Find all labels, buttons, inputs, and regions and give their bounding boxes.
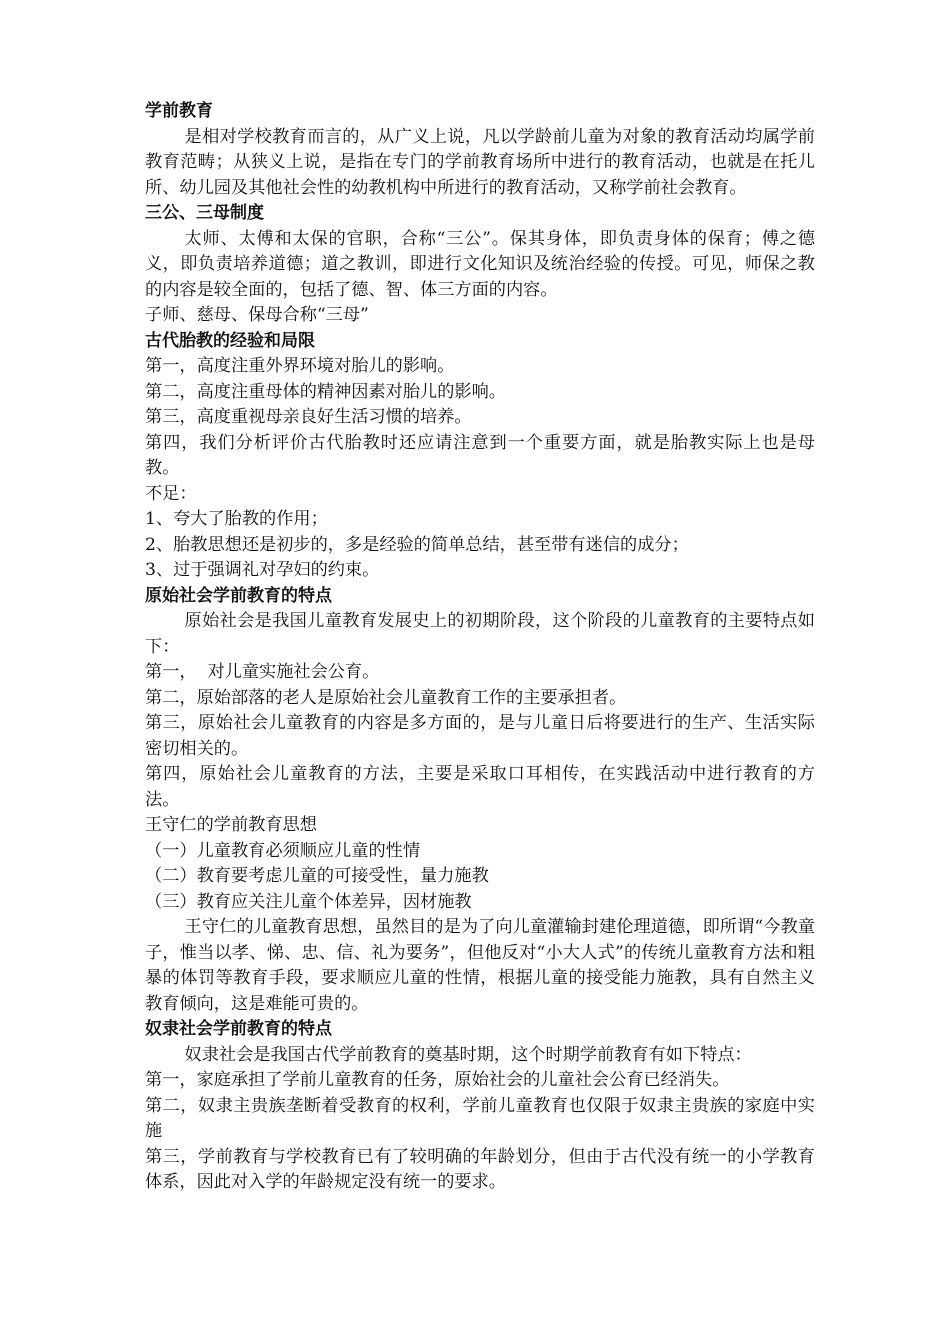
list-item: 第三，高度重视母亲良好生活习惯的培养。 bbox=[145, 407, 472, 427]
list-item: 第一，家庭承担了学前儿童教育的任务，原始社会的儿童社会公育已经消失。 bbox=[145, 1070, 730, 1090]
section-heading: 王守仁的学前教育思想 bbox=[145, 815, 317, 835]
section-heading: 三公、三母制度 bbox=[145, 203, 264, 223]
paragraph: 是相对学校教育而言的，从广义上说，凡以学龄前儿童为对象的教育活动均属学前教育范畴；从狭义上说，是指在专门的学前教育场所中进行的教育活动，也就是在托儿所、幼儿园及其他社会性的幼教机构中所进行的教育活动，又称学前社会教育。 bbox=[145, 126, 815, 198]
section-heading: 原始社会学前教育的特点 bbox=[145, 585, 332, 606]
section-heading: 古代胎教的经验和局限 bbox=[145, 330, 315, 351]
list-item: 第二，高度注重母体的精神因素对胎儿的影响。 bbox=[145, 381, 506, 402]
list-item: （一）儿童教育必须顺应儿童的性情 bbox=[145, 840, 421, 861]
list-item: 第一， 对儿童实施社会公育。 bbox=[145, 662, 380, 682]
list-item: 第三，原始社会儿童教育的内容是多方面的，是与儿童日后将要进行的生产、生活实际密切相关的。 bbox=[145, 713, 815, 759]
section-heading: 学前教育 bbox=[145, 101, 213, 121]
list-item: 1、夸大了胎教的作用； bbox=[145, 509, 328, 529]
list-item: （二）教育要考虑儿童的可接受性，量力施教 bbox=[145, 866, 489, 886]
section-heading: 奴隶社会学前教育的特点 bbox=[145, 1019, 332, 1039]
list-item: （三）教育应关注儿童个体差异，因材施教 bbox=[145, 891, 472, 912]
paragraph: 王守仁的儿童教育思想，虽然目的是为了向儿童灌输封建伦理道德，即所谓“今教童子，惟当以孝、悌、忠、信、礼为要务”，但他反对“小大人式”的传统儿童教育方法和粗暴的体罚等教育手段，要求顺应儿童的性情，根据儿童的接受能力施教，具有自然主义教育倾向，这是难能可贵的。 bbox=[145, 917, 815, 1014]
list-item: 第二，奴隶主贵族垄断着受教育的权利，学前儿童教育也仅限于奴隶主贵族的家庭中实施 bbox=[145, 1095, 815, 1141]
label: 不足： bbox=[145, 483, 197, 504]
list-item: 3、过于强调礼对孕妇的约束。 bbox=[145, 560, 380, 580]
paragraph: 奴隶社会是我国古代学前教育的奠基时期，这个时期学前教育有如下特点： bbox=[184, 1044, 752, 1065]
list-item: 第三，学前教育与学校教育已有了较明确的年龄划分，但由于古代没有统一的小学教育体系，因此对入学的年龄规定没有统一的要求。 bbox=[145, 1146, 815, 1192]
paragraph: 原始社会是我国儿童教育发展史上的初期阶段，这个阶段的儿童教育的主要特点如下： bbox=[145, 611, 815, 657]
list-item: 第二，原始部落的老人是原始社会儿童教育工作的主要承担者。 bbox=[145, 687, 627, 708]
list-item: 2、胎教思想还是初步的，多是经验的简单总结，甚至带有迷信的成分； bbox=[145, 534, 689, 555]
list-item: 第四，我们分析评价古代胎教时还应请注意到一个重要方面，就是胎教实际上也是母教。 bbox=[145, 432, 815, 478]
list-item: 第四，原始社会儿童教育的方法，主要是采取口耳相传，在实践活动中进行教育的方法。 bbox=[145, 764, 815, 810]
list-item: 第一，高度注重外界环境对胎儿的影响。 bbox=[145, 356, 455, 376]
document-page bbox=[145, 99, 815, 1196]
paragraph: 太师、太傅和太保的官职，合称“三公”。保其身体，即负责身体的保育；傅之德义，即负责培养道德；道之教训，即进行文化知识及统治经验的传授。可见，师保之教的内容是较全面的，包括了德、智、体三方面的内容。 bbox=[145, 228, 815, 300]
paragraph: 子师、慈母、保母合称“三母” bbox=[145, 305, 369, 325]
